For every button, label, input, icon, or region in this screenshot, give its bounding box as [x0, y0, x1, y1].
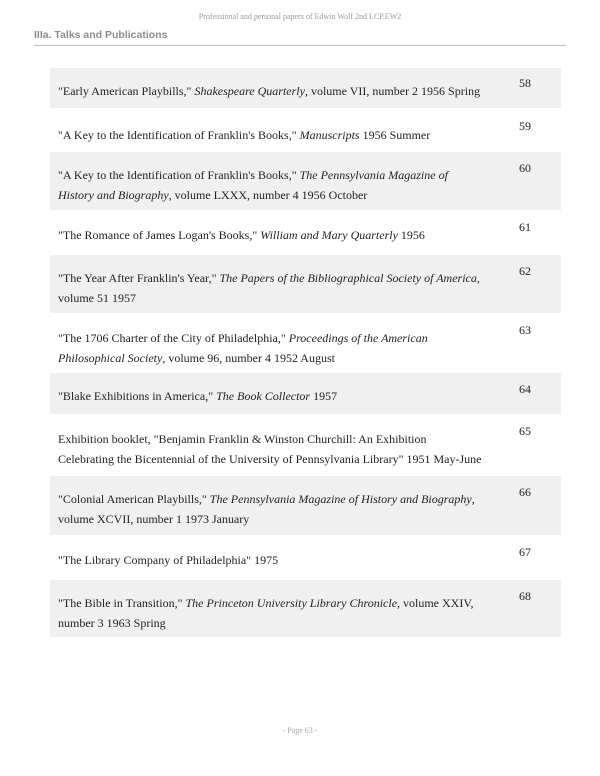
entry-text: "A Key to the Identification of Franklin's Books," The Pennsylvania Magazine of History and Biography, volume LXXX, number 4 1956 October [58, 168, 448, 202]
entry-journal: The Pennsylvania Magazine of History and Biography [209, 492, 472, 506]
entry-61 [50, 210, 561, 255]
entry-number: 59 [519, 119, 531, 133]
entry-number: 66 [519, 485, 531, 499]
entry-number: 62 [519, 264, 531, 278]
entry-journal: The Princeton University Library Chronicle [185, 596, 398, 610]
entry-number: 60 [519, 161, 531, 175]
header-divider [34, 45, 566, 46]
entry-number: 61 [519, 220, 531, 234]
entry-text: "Blake Exhibitions in America," The Book Collector 1957 [58, 389, 338, 403]
entry-journal: The Papers of the Bibliographical Society of America [219, 271, 477, 285]
entry-62 [50, 255, 561, 313]
entry-number: 65 [519, 424, 531, 438]
entry-number: 68 [519, 589, 531, 603]
entry-journal: Shakespeare Quarterly [194, 84, 305, 98]
entry-text: "The 1706 Charter of the City of Philadelphia," Proceedings of the American Philosophical Society, volume 96, number 4 1952 August [58, 331, 428, 365]
entry-text: "The Library Company of Philadelphia" 1975 [58, 553, 279, 567]
entry-65 [50, 414, 561, 476]
entry-journal: William and Mary Quarterly [260, 228, 398, 242]
entry-text: Exhibition booklet, "Benjamin Franklin & Winston Churchill: An Exhibition Celebrating the Bicentennial of the University of Pennsylvania Library" 1951 May-June [58, 432, 482, 466]
entry-number: 64 [519, 382, 531, 396]
entry-59 [50, 108, 561, 152]
section-title: IIIa. Talks and Publications [34, 29, 168, 41]
entry-68 [50, 580, 561, 637]
entry-text: "The Year After Franklin's Year," The Papers of the Bibliographical Society of America, volume 51 1957 [58, 271, 480, 305]
entry-number: 67 [519, 545, 531, 559]
entry-journal: Manuscripts [299, 128, 360, 142]
entry-number: 58 [519, 76, 531, 90]
entry-text: "Early American Playbills," Shakespeare Quarterly, volume VII, number 2 1956 Spring [58, 84, 481, 98]
entry-journal: Proceedings of the American Philosophical Society [58, 331, 428, 365]
entry-list [50, 68, 561, 637]
entry-number: 63 [519, 323, 531, 337]
entry-journal: The Pennsylvania Magazine of History and Biography [58, 168, 448, 202]
entry-text: "A Key to the Identification of Franklin's Books," Manuscripts 1956 Summer [58, 128, 431, 142]
entry-63 [50, 313, 561, 373]
entry-64 [50, 373, 561, 414]
entry-journal: The Book Collector [216, 389, 311, 403]
entry-67 [50, 535, 561, 580]
page-number: - Page 63 - [282, 726, 318, 735]
entry-60 [50, 152, 561, 210]
entry-text: "Colonial American Playbills," The Pennsylvania Magazine of History and Biography, volume XCVII, number 1 1973 January [58, 492, 475, 526]
entry-text: "The Bible in Transition," The Princeton University Library Chronicle, volume XXIV, number 3 1963 Spring [58, 596, 474, 630]
entry-66 [50, 476, 561, 535]
entry-text: "The Romance of James Logan's Books," William and Mary Quarterly 1956 [58, 228, 425, 242]
entry-58 [50, 68, 561, 108]
running-head: Professional and personal papers of Edwin Wolf 2nd LCP.EW2 [198, 12, 402, 21]
